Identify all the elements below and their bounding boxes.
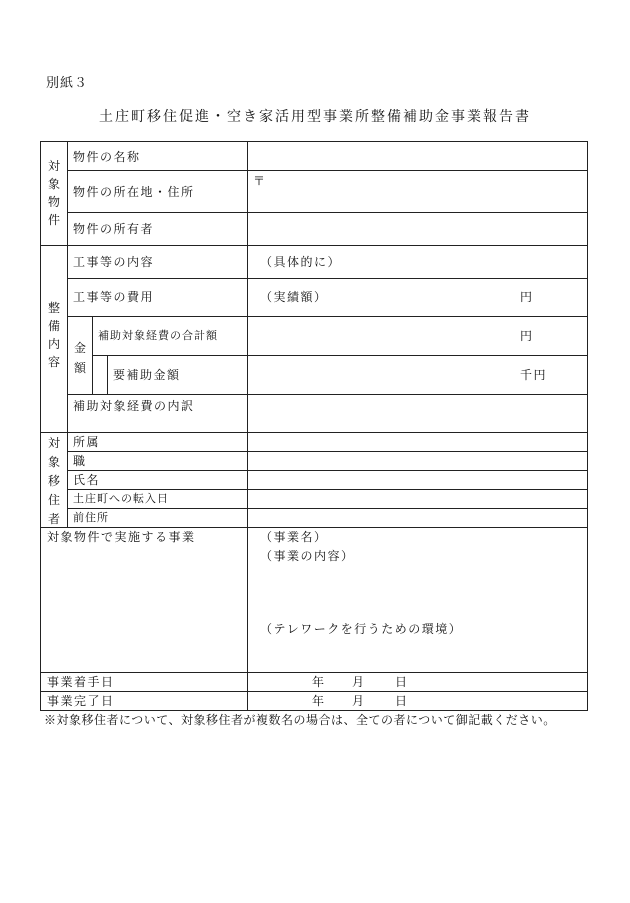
affiliation-label: 所属	[73, 435, 101, 449]
rule	[92, 316, 93, 394]
property-address-label: 物件の所在地・住所	[73, 185, 195, 199]
rule	[67, 278, 588, 279]
document-title: 土庄町移住促進・空き家活用型事業所整備補助金事業報告書	[99, 109, 531, 125]
report-form	[40, 141, 588, 711]
breakdown-label: 補助対象経費の内訳	[73, 399, 195, 413]
footnote: ※対象移住者について、対象移住者が複数名の場合は、全ての者について御記載ください。	[44, 713, 556, 727]
business-label: 対象物件で実施する事業	[47, 530, 196, 544]
rule	[40, 672, 588, 673]
rule	[67, 212, 588, 213]
rule	[67, 170, 588, 171]
form-border-right	[587, 141, 588, 711]
rule	[67, 508, 588, 509]
attachment-number: 別紙３	[46, 76, 89, 91]
telework-hint: （テレワークを行うための環境）	[260, 622, 463, 636]
rule	[92, 355, 588, 356]
end-date-label: 事業完了日	[47, 694, 115, 708]
rule	[107, 355, 108, 394]
requested-amount-label: 要補助金額	[113, 368, 181, 382]
rule	[67, 316, 588, 317]
start-month: 月	[352, 675, 366, 689]
rule	[67, 394, 588, 395]
move-in-date-label: 土庄町への転入日	[73, 492, 169, 505]
migrant-name-label: 氏名	[73, 473, 101, 487]
business-name-hint: （事業名）	[260, 530, 328, 544]
start-year: 年	[312, 675, 326, 689]
rule	[67, 141, 68, 527]
rule	[40, 245, 588, 246]
end-month: 月	[352, 694, 366, 708]
rule	[67, 489, 588, 490]
start-day: 日	[395, 675, 409, 689]
work-content-hint: （具体的に）	[260, 255, 342, 269]
requested-amount-unit: 千円	[520, 368, 548, 382]
start-date-label: 事業着手日	[47, 675, 115, 689]
rule	[40, 691, 588, 692]
subsidy-total-unit: 円	[520, 329, 534, 343]
end-year: 年	[312, 694, 326, 708]
migrant-section-header: 対象移住者	[47, 436, 60, 526]
rule	[67, 470, 588, 471]
work-cost-unit: 円	[520, 290, 534, 304]
form-border-left	[40, 141, 41, 711]
amount-header: 金額	[73, 341, 86, 375]
work-cost-label: 工事等の費用	[73, 290, 155, 304]
property-section-header: 対象物件	[47, 159, 60, 227]
maintenance-section-header: 整備内容	[47, 301, 60, 369]
rule	[247, 141, 248, 711]
previous-address-label: 前住所	[73, 511, 109, 524]
property-owner-label: 物件の所有者	[73, 222, 155, 236]
subsidy-total-label: 補助対象経費の合計額	[98, 329, 218, 342]
rule	[40, 527, 588, 528]
work-cost-hint: （実績額）	[260, 290, 328, 304]
business-content-hint: （事業の内容）	[260, 549, 355, 563]
form-border-top	[40, 141, 588, 142]
position-label: 職	[73, 454, 87, 468]
end-day: 日	[395, 694, 409, 708]
rule	[67, 451, 588, 452]
postal-mark: 〒	[253, 174, 267, 188]
rule	[40, 432, 588, 433]
property-name-label: 物件の名称	[73, 150, 141, 164]
work-content-label: 工事等の内容	[73, 255, 155, 269]
